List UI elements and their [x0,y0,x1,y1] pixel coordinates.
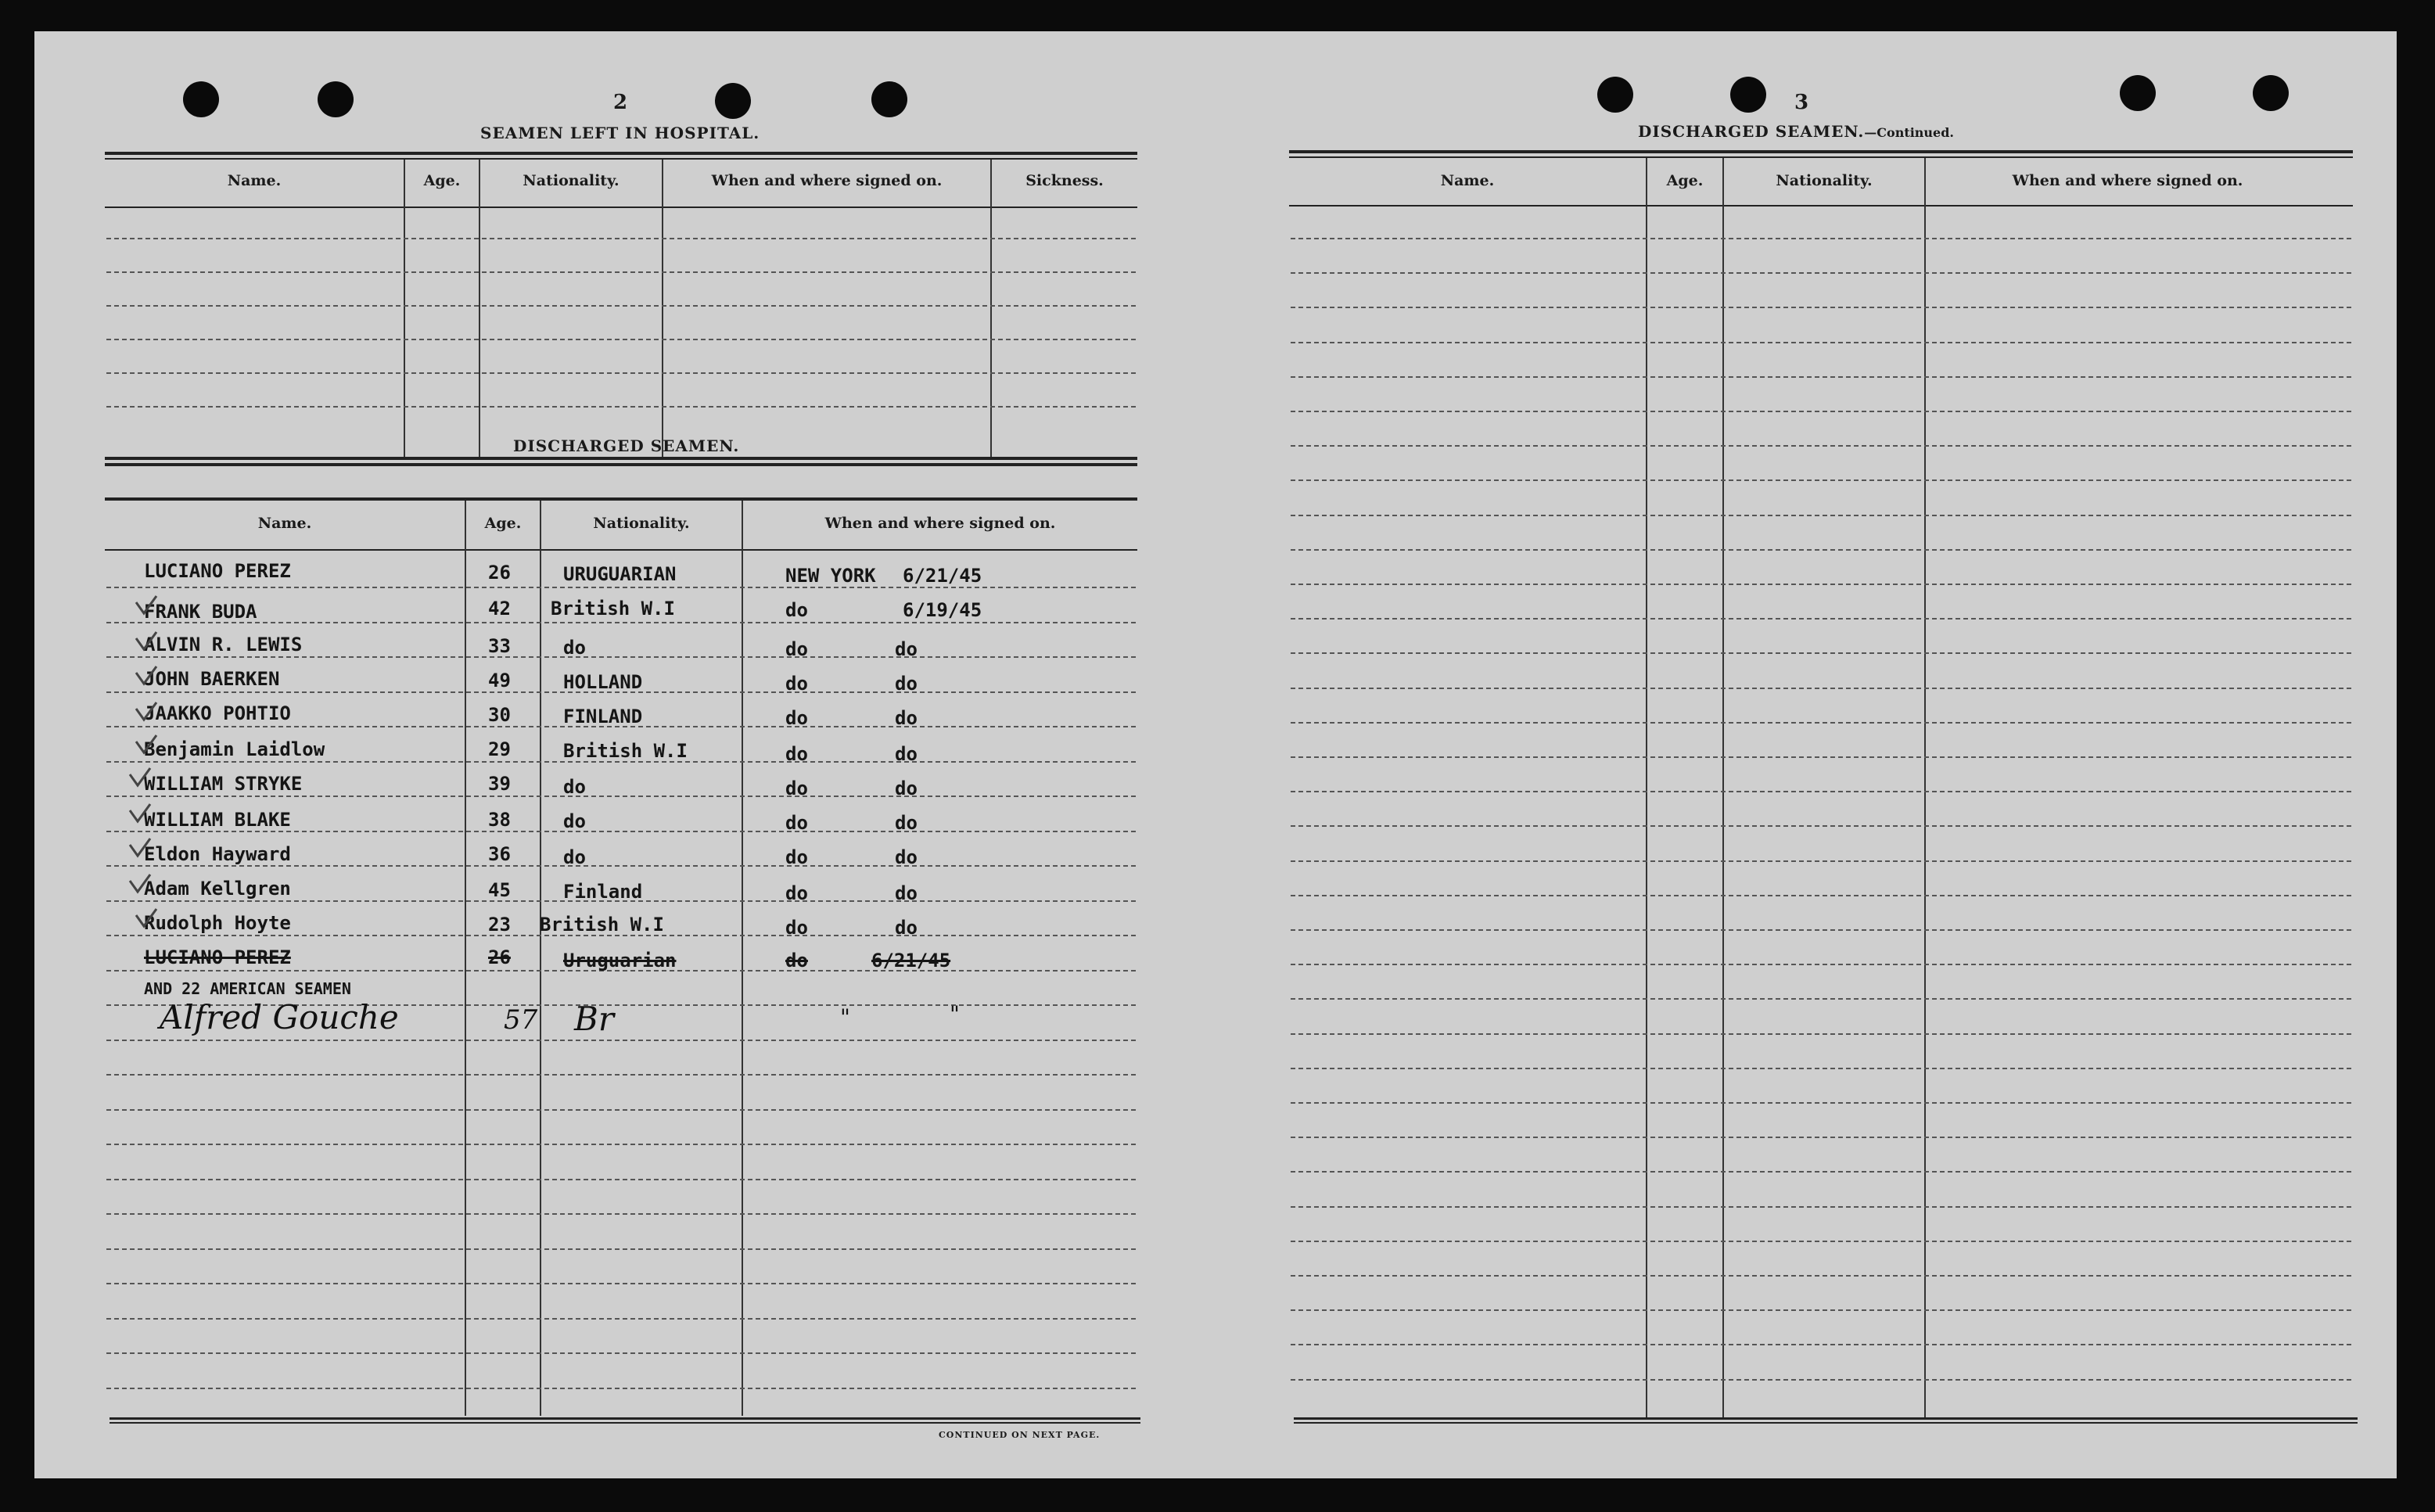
ruling-line [106,1283,1136,1284]
right-title-main: DISCHARGED SEAMEN. [1638,122,1865,141]
seaman-nationality: do [563,637,586,659]
seaman-name: JOHN BAERKEN [144,668,280,690]
signed-when: 6/19/45 [903,599,982,621]
seaman-nationality: HOLLAND [563,671,643,693]
signed-when: do [895,638,918,660]
punch-hole [715,83,751,119]
ruling-line [106,1388,1136,1389]
seaman-nationality: FINLAND [563,706,643,727]
ruling-line [1291,652,2351,654]
ruling-line [106,1213,1136,1215]
seaman-age: 29 [488,738,511,760]
seaman-age: 49 [488,670,511,691]
ruling-line [1291,998,2351,1000]
signed-when: do [895,812,918,834]
punch-hole [871,81,907,117]
ruling-line [1291,376,2351,378]
seaman-nationality: British W.I [551,598,675,620]
seaman-name: WILLIAM BLAKE [144,809,291,831]
ruling-line [1291,825,2351,827]
signed-when: 6/21/45 [871,950,951,971]
signed-where: NEW YORK [785,565,876,587]
signed-where: do [785,599,808,621]
tick-marks [113,579,175,946]
ruling-line [1291,1137,2351,1138]
signed-where: do [785,638,808,660]
seaman-age: 26 [488,946,511,968]
signed-when: 6/21/45 [903,565,982,587]
seaman-age: 33 [488,635,511,657]
ruling-line [106,238,1136,239]
seaman-nationality: British W.I [563,740,688,762]
hospital-col-age: Age. [423,172,461,189]
signed-when: do [895,743,918,765]
discharged-col-nationality: Nationality. [593,515,690,532]
seaman-age: 45 [488,879,511,901]
signed-when-handwritten: " [950,1001,960,1027]
signed-when: do [895,673,918,695]
punch-hole [1730,77,1766,113]
seaman-name: Adam Kellgren [144,878,291,900]
ruling-line [106,656,1136,658]
hospital-section-title: SEAMEN LEFT IN HOSPITAL. [480,124,760,142]
punch-hole [2120,75,2156,111]
seaman-nationality: do [563,846,586,868]
right-col-signed-on: When and where signed on. [2012,172,2243,189]
right-col-name: Name. [1440,172,1495,189]
ruling-line [1291,445,2351,447]
ruling-line [1291,756,2351,758]
ruling-line [106,1074,1136,1076]
seaman-name: ALVIN R. LEWIS [144,634,303,655]
seaman-nationality: do [563,810,586,832]
signed-when: do [895,846,918,868]
seaman-name: FRANK BUDA [144,601,257,623]
ruling-line [106,1109,1136,1111]
right-title-suffix: —Continued. [1864,125,1954,140]
seaman-name-handwritten: Alfred Gouche [160,998,399,1036]
ruling-line [1291,1033,2351,1035]
punch-hole [318,81,354,117]
ruling-line [1291,1241,2351,1242]
ruling-line [1291,722,2351,724]
discharged-col-signed-on: When and where signed on. [824,515,1056,532]
seaman-name: WILLIAM STRYKE [144,773,303,795]
ruling-line [1291,618,2351,620]
signed-where: do [785,917,808,939]
signed-where: do [785,778,808,799]
ruling-line [1291,1068,2351,1069]
discharged-col-name: Name. [257,515,312,532]
ruling-line [1291,307,2351,308]
seaman-nationality: British W.I [540,914,664,936]
seaman-age: 42 [488,598,511,620]
seaman-age: 38 [488,809,511,831]
hospital-col-signed-on: When and where signed on. [711,172,943,189]
signed-when: do [895,882,918,904]
ruling-line [106,1179,1136,1180]
ruling-line [1291,1309,2351,1311]
seaman-name: JAAKKO POHTIO [144,702,291,724]
discharged-col-age: Age. [484,515,522,532]
seaman-name: Rudolph Hoyte [144,912,291,934]
seaman-age: 36 [488,843,511,865]
ruling-line [106,406,1136,408]
seaman-nationality: URUGUARIAN [563,563,677,585]
seaman-nationality: Finland [563,881,643,903]
ruling-line [1291,1344,2351,1345]
signed-when: do [895,707,918,729]
ruling-line [106,865,1136,867]
continued-footer: CONTINUED ON NEXT PAGE. [939,1430,1101,1440]
ruling-line [1291,1275,2351,1277]
ruling-line [1291,688,2351,689]
seaman-name: Eldon Hayward [144,843,291,865]
ruling-line [106,372,1136,374]
ruling-line [106,305,1136,307]
signed-where-handwritten: " [840,1004,850,1030]
ruling-line [1291,929,2351,931]
signed-where: do [785,846,808,868]
ruling-line [1291,549,2351,551]
ruling-line [1291,1102,2351,1104]
ruling-line [106,1248,1136,1250]
ruling-line [106,796,1136,797]
ruling-line [106,1144,1136,1145]
ruling-line [1291,895,2351,896]
ruling-line [1291,342,2351,343]
signed-where: do [785,673,808,695]
ruling-line [1291,411,2351,412]
hospital-col-sickness: Sickness. [1025,172,1104,189]
ruling-line [1291,238,2351,239]
page-number-right: 3 [1794,91,1809,114]
ruling-line [106,271,1136,273]
ruling-line [1291,860,2351,862]
signed-when: do [895,917,918,939]
ruling-line [1291,584,2351,585]
seaman-name: LUCIANO PEREZ [144,946,291,968]
ruling-line [1291,1206,2351,1208]
punch-hole [1597,77,1633,113]
seaman-age: 26 [488,562,511,584]
punch-hole [183,81,219,117]
right-section-title [1638,122,1954,141]
signed-when: do [895,778,918,799]
signed-where: do [785,812,808,834]
signed-where: do [785,743,808,765]
ruling-line [106,622,1136,623]
document-sheet [34,31,2397,1478]
seaman-nationality-handwritten: Br [574,1000,614,1038]
ruling-line [1291,479,2351,481]
ruling-line [106,1040,1136,1041]
seaman-age: 23 [488,914,511,936]
page-number-left: 2 [613,91,628,114]
ruling-line [1291,791,2351,792]
ruling-line [1291,1379,2351,1381]
ruling-line [1291,272,2351,274]
ruling-line [1291,515,2351,516]
hospital-col-name: Name. [227,172,282,189]
seaman-nationality: do [563,776,586,798]
seaman-nationality: Uruguarian [563,950,677,971]
right-col-nationality: Nationality. [1776,172,1873,189]
seaman-age-handwritten: 57 [504,1004,538,1036]
seaman-name: LUCIANO PEREZ [144,560,291,582]
ruling-line [1291,1171,2351,1173]
discharged-section-title-visible: DISCHARGED SEAMEN. [513,436,740,455]
ruling-line [106,1318,1136,1320]
punch-hole [2253,75,2289,111]
seaman-name: Benjamin Laidlow [144,738,325,760]
ruling-line [106,587,1136,588]
seaman-age: 39 [488,773,511,795]
hospital-col-nationality: Nationality. [523,172,620,189]
signed-where: do [785,707,808,729]
ruling-line [1291,964,2351,965]
signed-where: do [785,950,808,971]
seaman-age: 30 [488,704,511,726]
right-col-age: Age. [1666,172,1704,189]
signed-where: do [785,882,808,904]
ruling-line [106,339,1136,340]
ruling-line [106,1352,1136,1354]
american-seamen-note: AND 22 AMERICAN SEAMEN [144,979,351,998]
